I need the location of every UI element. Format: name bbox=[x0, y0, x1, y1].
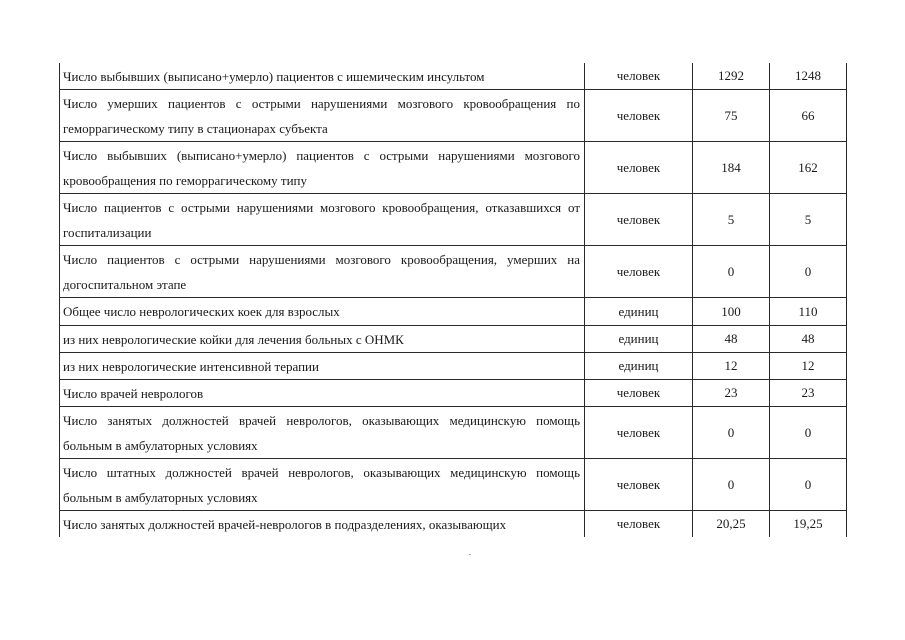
table-row bbox=[60, 511, 847, 538]
table-row bbox=[60, 380, 847, 407]
table-row bbox=[60, 142, 847, 194]
row-value-2: 110 bbox=[770, 298, 847, 326]
row-value-2: 12 bbox=[770, 353, 847, 380]
row-description: Число выбывших (выписано+умерло) пациентов с острыми нарушениями мозгового кровообращения по геморрагическому типу bbox=[60, 142, 585, 194]
table-row bbox=[60, 90, 847, 142]
table-body bbox=[60, 63, 847, 537]
row-description: Число врачей неврологов bbox=[60, 380, 585, 407]
row-value-2: 19,25 bbox=[770, 511, 847, 538]
row-value-2: 1248 bbox=[770, 63, 847, 90]
table-row bbox=[60, 326, 847, 353]
row-value-2: 0 bbox=[770, 246, 847, 298]
row-unit: человек bbox=[585, 142, 693, 194]
row-value-1: 23 bbox=[693, 380, 770, 407]
row-value-1: 12 bbox=[693, 353, 770, 380]
row-value-1: 0 bbox=[693, 459, 770, 511]
row-description: из них неврологические койки для лечения больных с ОНМК bbox=[60, 326, 585, 353]
row-value-2: 23 bbox=[770, 380, 847, 407]
row-value-1: 5 bbox=[693, 194, 770, 246]
table-row bbox=[60, 298, 847, 326]
row-value-1: 1292 bbox=[693, 63, 770, 90]
indicators-table bbox=[59, 63, 847, 537]
table-row bbox=[60, 194, 847, 246]
row-unit: человек bbox=[585, 63, 693, 90]
row-unit: человек bbox=[585, 194, 693, 246]
row-value-2: 0 bbox=[770, 407, 847, 459]
row-unit: человек bbox=[585, 459, 693, 511]
row-value-2: 66 bbox=[770, 90, 847, 142]
row-value-2: 48 bbox=[770, 326, 847, 353]
row-unit: человек bbox=[585, 246, 693, 298]
row-description: Число выбывших (выписано+умерло) пациентов с ишемическим инсультом bbox=[60, 63, 585, 90]
row-description: Число умерших пациентов с острыми нарушениями мозгового кровообращения по геморрагическому типу в стационарах субъекта bbox=[60, 90, 585, 142]
row-value-1: 100 bbox=[693, 298, 770, 326]
row-value-1: 0 bbox=[693, 407, 770, 459]
table-row bbox=[60, 407, 847, 459]
table-row bbox=[60, 246, 847, 298]
row-unit: человек bbox=[585, 90, 693, 142]
row-value-2: 0 bbox=[770, 459, 847, 511]
row-value-2: 5 bbox=[770, 194, 847, 246]
row-value-1: 75 bbox=[693, 90, 770, 142]
row-unit: единиц bbox=[585, 326, 693, 353]
table-row bbox=[60, 63, 847, 90]
row-unit: единиц bbox=[585, 298, 693, 326]
row-value-1: 20,25 bbox=[693, 511, 770, 538]
row-description: Число занятых должностей врачей-неврологов в подразделениях, оказывающих bbox=[60, 511, 585, 538]
row-unit: человек bbox=[585, 407, 693, 459]
row-description: Число занятых должностей врачей неврологов, оказывающих медицинскую помощь больным в амбулаторных условиях bbox=[60, 407, 585, 459]
scan-speck bbox=[469, 554, 471, 555]
row-unit: человек bbox=[585, 380, 693, 407]
row-unit: человек bbox=[585, 511, 693, 538]
row-value-1: 48 bbox=[693, 326, 770, 353]
row-description: Число штатных должностей врачей неврологов, оказывающих медицинскую помощь больным в амбулаторных условиях bbox=[60, 459, 585, 511]
row-value-2: 162 bbox=[770, 142, 847, 194]
row-description: Число пациентов с острыми нарушениями мозгового кровообращения, отказавшихся от госпитализации bbox=[60, 194, 585, 246]
row-value-1: 0 bbox=[693, 246, 770, 298]
table-row bbox=[60, 459, 847, 511]
row-unit: единиц bbox=[585, 353, 693, 380]
row-value-1: 184 bbox=[693, 142, 770, 194]
table-row bbox=[60, 353, 847, 380]
row-description: из них неврологические интенсивной терапии bbox=[60, 353, 585, 380]
row-description: Число пациентов с острыми нарушениями мозгового кровообращения, умерших на догоспитальном этапе bbox=[60, 246, 585, 298]
row-description: Общее число неврологических коек для взрослых bbox=[60, 298, 585, 326]
